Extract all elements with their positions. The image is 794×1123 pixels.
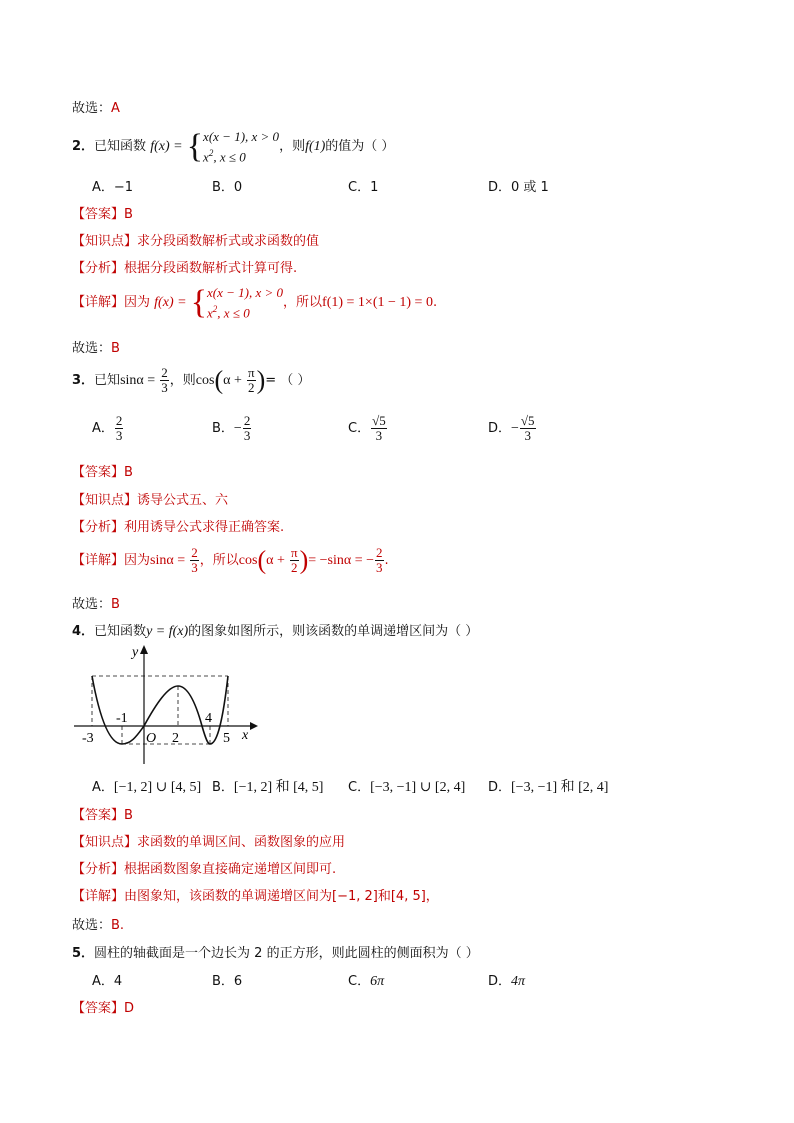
- function-curve: [92, 676, 228, 744]
- q2-option-a[interactable]: A．−1: [92, 180, 134, 195]
- label-minus1: -1: [116, 711, 128, 726]
- q4-knowledge: 【知识点】求函数的单调区间、函数图象的应用: [72, 835, 346, 850]
- q2-stem: 2．已知函数 f(x) = { x(x − 1), x > 0 $x^2$, x ≤ 0 ，则f(1)的值为（ ）: [72, 127, 395, 165]
- q3-detail: 【详解】因为sinα = $\frac{2}{3}$ ，所以cos(α + $\frac{\pi}{2}$ )= −sinα = − $\frac{2}{3}$ .: [72, 545, 389, 575]
- q4-option-c[interactable]: C．[−3, −1] ∪ [2, 4]: [348, 780, 466, 795]
- q4-option-d[interactable]: D．[−3, −1] 和 [2, 4]: [488, 780, 609, 795]
- label-minus3: -3: [82, 731, 94, 746]
- q1-choose-line: 故选：A: [72, 101, 120, 116]
- q3-option-d[interactable]: D．− $\frac{√5}{3}$: [488, 413, 535, 443]
- label-5: 5: [223, 731, 230, 746]
- q5-stem: 5．圆柱的轴截面是一个边长为 2 的正方形，则此圆柱的侧面积为（ ）: [72, 946, 479, 961]
- label-origin: O: [146, 731, 157, 746]
- q2-knowledge: 【知识点】求分段函数解析式或求函数的值: [72, 234, 320, 249]
- q2-brace: {: [186, 127, 204, 165]
- q5-option-a[interactable]: A．4: [92, 974, 123, 989]
- q4-detail: 【详解】由图象知，该函数的单调递增区间为[−1, 2]和[4, 5]，: [72, 889, 439, 904]
- q3-option-b[interactable]: B．− $\frac{2}{3}$: [212, 413, 251, 443]
- q2-analysis: 【分析】根据分段函数解析式计算可得.: [72, 261, 298, 276]
- q3-answer: 【答案】B: [72, 465, 133, 480]
- q4-choose: 故选：B.: [72, 918, 125, 933]
- q3-option-c[interactable]: C． $\frac{√5}{3}$: [348, 413, 386, 443]
- q2-option-c[interactable]: C．1: [348, 180, 379, 195]
- q4-answer: 【答案】B: [72, 808, 133, 823]
- x-axis-arrow: [250, 722, 258, 730]
- q2-answer: 【答案】B: [72, 207, 133, 222]
- q2-option-b[interactable]: B．0: [212, 180, 243, 195]
- q5-option-d[interactable]: D．4π: [488, 974, 526, 989]
- q5-answer: 【答案】D: [72, 1001, 135, 1016]
- q2-detail: 【详解】因为 f(x) = { x(x − 1), x > 0 $x^2$, x ≤ 0 ，所以f(1) = 1×(1 − 1) = 0.: [72, 283, 438, 321]
- label-2: 2: [172, 731, 179, 746]
- q3-knowledge: 【知识点】诱导公式五、六: [72, 493, 229, 508]
- q3-choose: 故选：B: [72, 597, 120, 612]
- label-x: x: [242, 728, 249, 743]
- q4-option-b[interactable]: B．[−1, 2] 和 [4, 5]: [212, 780, 324, 795]
- q5-option-c[interactable]: C．6π: [348, 974, 385, 989]
- q3-option-a[interactable]: A． $\frac{2}{3}$: [92, 413, 123, 443]
- q4-stem: 4．已知函数y = f(x)的图象如图所示，则该函数的单调递增区间为（ ）: [72, 624, 479, 639]
- q3-analysis: 【分析】利用诱导公式求得正确答案.: [72, 520, 285, 535]
- y-axis-arrow: [140, 645, 148, 654]
- q4-analysis: 【分析】根据函数图象直接确定递增区间即可.: [72, 862, 337, 877]
- q4-option-a[interactable]: A．[−1, 2] ∪ [4, 5]: [92, 780, 202, 795]
- q2-choose: 故选：B: [72, 341, 120, 356]
- label-4: 4: [205, 711, 212, 726]
- label-y: y: [132, 645, 139, 660]
- q2-cases: x(x − 1), x > 0 $x^2$, x ≤ 0: [203, 129, 280, 165]
- q4-graph: [70, 642, 260, 770]
- q2-option-d[interactable]: D．0 或 1: [488, 180, 549, 195]
- q5-option-b[interactable]: B．6: [212, 974, 243, 989]
- q3-stem: 3．已知sinα = $\frac{2}{3}$ ，则cos(α + $\frac{\pi}{2}$ )= （ ）: [72, 365, 311, 395]
